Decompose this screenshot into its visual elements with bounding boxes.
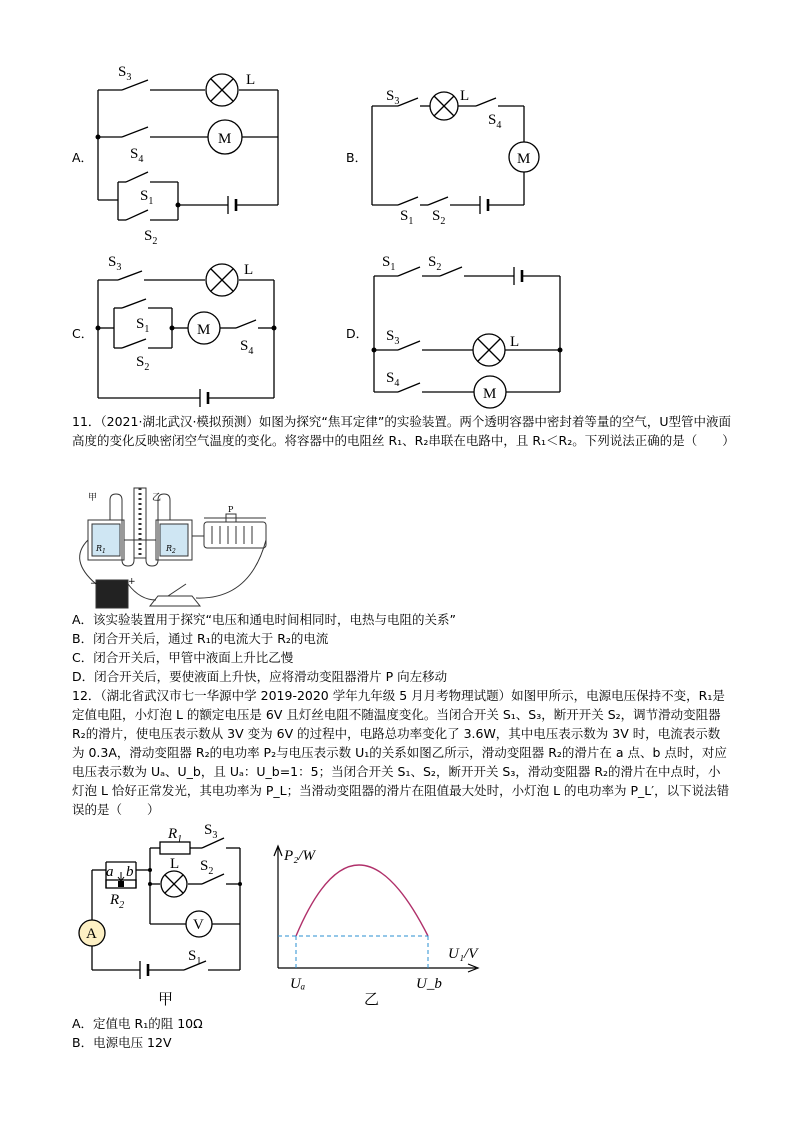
d-s1-label: $S_1$ bbox=[382, 254, 396, 273]
ammeter-label: A bbox=[86, 926, 97, 942]
battery-minus-label: − bbox=[90, 579, 98, 589]
q12-option-a: A．定值电 R₁的阻 10Ω bbox=[72, 1016, 203, 1031]
b-lamp-label: L bbox=[460, 88, 470, 104]
jia-s1-label: $S_1$ bbox=[188, 948, 202, 967]
r1-label: $R_1$ bbox=[96, 544, 106, 555]
battery-plus-label: + bbox=[128, 577, 136, 587]
figure-jia-caption: 甲 bbox=[158, 992, 174, 1008]
jia-r1-label: $R_1$ bbox=[168, 826, 183, 845]
d-s3-label: $S_3$ bbox=[386, 328, 400, 347]
jia-lamp-label: L bbox=[170, 856, 180, 872]
yi-tube-label: 乙 bbox=[152, 493, 162, 503]
q11-option-c: C．闭合开关后，甲管中液面上升比乙慢 bbox=[72, 650, 294, 665]
p2-curve bbox=[296, 865, 428, 936]
option-c-label: C． bbox=[72, 326, 94, 341]
voltmeter-label: V bbox=[193, 917, 204, 933]
graph-ylabel: P₂/W bbox=[284, 848, 316, 864]
d-s2-label: $S_2$ bbox=[428, 254, 442, 273]
c-s1-label: $S_1$ bbox=[136, 316, 150, 335]
q11-option-d: D．闭合开关后，要使液面上升快，应将滑动变阻器滑片 P 向左移动 bbox=[72, 669, 448, 684]
b-s3-label: $S_3$ bbox=[386, 88, 400, 107]
b-s1-label: $S_1$ bbox=[400, 208, 414, 227]
r2-label: $R_2$ bbox=[166, 544, 176, 555]
c-lamp-label: L bbox=[244, 262, 254, 278]
option-a-label: A． bbox=[72, 150, 94, 165]
c-s3-label: $S_3$ bbox=[108, 254, 122, 273]
point-b-label: b bbox=[126, 864, 134, 880]
graph-xlabel: U₁/V bbox=[448, 946, 478, 962]
c-s4-label: $S_4$ bbox=[240, 338, 254, 357]
lamp-label: L bbox=[246, 72, 256, 88]
s3-label: $S_3$ bbox=[118, 64, 132, 83]
q11-option-a: A．该实验装置用于探究“电压和通电时间相同时，电热与电阻的关系” bbox=[72, 612, 457, 627]
d-motor-label: M bbox=[483, 386, 497, 402]
motor-label: M bbox=[218, 131, 232, 147]
jia-tube-label: 甲 bbox=[88, 493, 98, 503]
graph-ua-label: Uₐ bbox=[290, 976, 306, 992]
option-d-label: D． bbox=[346, 326, 369, 341]
graph-ub-label: U_b bbox=[416, 976, 442, 992]
option-b-label: B． bbox=[346, 150, 368, 165]
point-a-label: a bbox=[106, 864, 114, 880]
q11-option-b: B．闭合开关后，通过 R₁的电流大于 R₂的电流 bbox=[72, 631, 329, 646]
s2-label: $S_2$ bbox=[144, 228, 158, 247]
d-lamp-label: L bbox=[510, 334, 520, 350]
b-motor-label: M bbox=[517, 151, 531, 167]
d-s4-label: $S_4$ bbox=[386, 370, 400, 389]
s1-label: $S_1$ bbox=[140, 188, 154, 207]
jia-r2-label: $R_2$ bbox=[110, 892, 125, 911]
slider-p-label: P bbox=[228, 505, 234, 514]
c-motor-label: M bbox=[197, 322, 211, 338]
q12-stem: 12．（湖北省武汉市七一华源中学 2019-2020 学年九年级 5 月月考物理试题）如图甲所示，电源电压保持不变，R₁是定值电阻，小灯泡 L 的额定电压是 6V 且灯丝电阻不随温度变化。当闭合开关 S₁、S₃，断开开关 S₂，调节滑动变阻器 R₂的滑片，使电压表示数从 3V 变为 6V 的过程中，电路总功率变化了 3.6W，其中电压表示数为 3V 时，电流表示数为 0.3A，滑动变阻器 R₂的电功率 P₂与电压表示数 U₁的关系如图乙所示，滑动变阻器 R₂的滑片在 a 点、b 点时，对应电压表示数为 Uₐ、U_b，且 Uₐ：U_b=1：5；当闭合开关 S₁、S₂，断开开关 S₃，滑动变阻器 R₂的滑片在中点时，小灯泡 L 恰好正常发光，其电功率为 P_L；当滑动变阻器的滑片在阻值最大处时，小灯泡 L 的电功率为 P_L′，以下说法错误的是（ ） bbox=[72, 688, 730, 817]
jia-s3-label: $S_3$ bbox=[204, 822, 218, 841]
c-s2-label: $S_2$ bbox=[136, 354, 150, 373]
b-s4-label: $S_4$ bbox=[488, 112, 502, 131]
b-s2-label: $S_2$ bbox=[432, 208, 446, 227]
q12-option-b: B．电源电压 12V bbox=[72, 1035, 172, 1050]
s4-label: $S_4$ bbox=[130, 146, 144, 165]
q11-stem: 11．（2021·湖北武汉·模拟预测）如图为探究“焦耳定律”的实验装置。两个透明容器中密封着等量的空气，U型管中液面高度的变化反映密闭空气温度的变化。将容器中的电阻丝 R₁、R₂串联在电路中，且 R₁＜R₂。下列说法正确的是（ ） bbox=[72, 414, 735, 448]
figure-yi-caption: 乙 bbox=[364, 992, 380, 1008]
jia-s2-label: $S_2$ bbox=[200, 858, 214, 877]
